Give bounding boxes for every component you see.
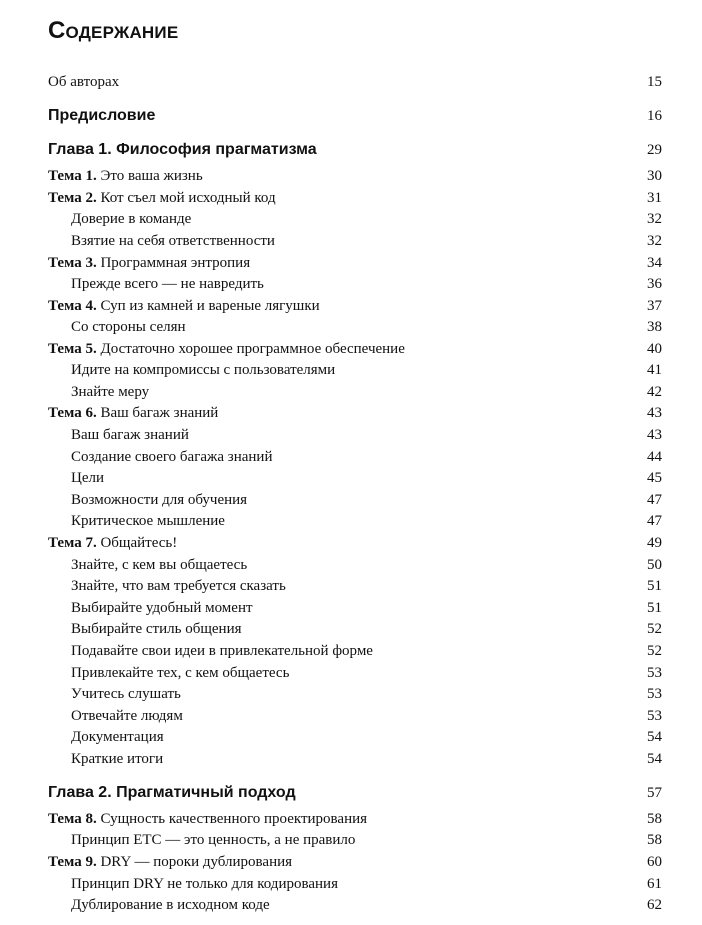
- page-number: 52: [647, 643, 662, 659]
- page-number: 61: [647, 876, 662, 892]
- toc-entry-sub[interactable]: [48, 895, 662, 915]
- toc-entry-sub[interactable]: [48, 490, 662, 510]
- page-title: Содержание: [48, 17, 179, 44]
- page-number: 34: [647, 255, 662, 271]
- page-number: 29: [647, 142, 662, 158]
- page-number: 36: [647, 276, 662, 292]
- toc-entry-topic[interactable]: [48, 403, 662, 423]
- toc-entry-title: Отвечайте людям: [71, 708, 183, 724]
- topic-title: DRY — пороки дублирования: [100, 854, 293, 870]
- toc-entry-sub[interactable]: [48, 382, 662, 402]
- toc-entry-title: Привлекайте тех, с кем общаетесь: [71, 665, 290, 681]
- toc-entry-title: Знайте, с кем вы общаетесь: [71, 557, 248, 573]
- toc-entry-sub[interactable]: [48, 576, 662, 596]
- toc-entry-sub[interactable]: [48, 641, 662, 661]
- toc-entry-sub[interactable]: [48, 874, 662, 894]
- page-number: 51: [647, 600, 662, 616]
- toc-entry-title: [48, 296, 320, 316]
- page-number: 16: [647, 108, 662, 124]
- toc-entry-title: Краткие итоги: [71, 751, 164, 767]
- toc-entry-sub[interactable]: [48, 619, 662, 639]
- toc-entry-sub[interactable]: [48, 663, 662, 683]
- page-number: 58: [647, 811, 662, 827]
- toc-entry-title: Идите на компромиссы с пользователями: [71, 362, 336, 378]
- toc-entry-sub[interactable]: [48, 727, 662, 747]
- toc-entry-title: Глава 2. Прагматичный подход: [48, 784, 296, 801]
- page-number: 42: [647, 384, 662, 400]
- toc-entry-title: Документация: [71, 729, 164, 745]
- page-number: 32: [647, 211, 662, 227]
- toc-entry-title: Цели: [71, 470, 105, 486]
- toc-entry-sub[interactable]: [48, 684, 662, 704]
- toc-entry-title: Знайте меру: [71, 384, 150, 400]
- toc-entry-sub[interactable]: [48, 317, 662, 337]
- page-number: 62: [647, 897, 662, 913]
- toc-entry-title: Дублирование в исходном коде: [71, 897, 270, 913]
- page-number: 60: [647, 854, 662, 870]
- topic-number: Тема 8.: [48, 811, 97, 827]
- toc-entry-topic[interactable]: [48, 533, 662, 553]
- page-number: 43: [647, 405, 662, 421]
- toc-entry-sub[interactable]: [48, 360, 662, 380]
- page-number: 53: [647, 708, 662, 724]
- toc-entry-title: [48, 533, 177, 553]
- toc-entry-heading[interactable]: [48, 105, 662, 127]
- toc-entry-sub[interactable]: [48, 425, 662, 445]
- toc-entry-title: Знайте, что вам требуется сказать: [71, 578, 286, 594]
- toc-entry-title: Подавайте свои идеи в привлекательной форме: [71, 643, 373, 659]
- page-number: 53: [647, 665, 662, 681]
- toc-entry-title: Об авторах: [48, 74, 120, 90]
- topic-title: Достаточно хорошее программное обеспечение: [100, 341, 405, 357]
- toc-entry-title: Глава 1. Философия прагматизма: [48, 141, 317, 158]
- page-number: 51: [647, 578, 662, 594]
- topic-number: Тема 2.: [48, 190, 97, 206]
- page-number: 45: [647, 470, 662, 486]
- toc-entry-title: Выбирайте стиль общения: [71, 621, 242, 637]
- toc-entry-topic[interactable]: [48, 852, 662, 872]
- topic-title: Суп из камней и вареные лягушки: [100, 298, 320, 314]
- topic-title: Кот съел мой исходный код: [100, 190, 276, 206]
- page-number: 38: [647, 319, 662, 335]
- topic-number: Тема 4.: [48, 298, 97, 314]
- topic-number: Тема 5.: [48, 341, 97, 357]
- toc-entry-sub[interactable]: [48, 598, 662, 618]
- topic-number: Тема 6.: [48, 405, 97, 421]
- toc-entry-title: Выбирайте удобный момент: [71, 600, 253, 616]
- toc-entry-heading[interactable]: [48, 782, 662, 804]
- topic-title: Это ваша жизнь: [100, 168, 203, 184]
- toc-entry-title: Принцип ETC — это ценность, а не правило: [71, 832, 356, 848]
- toc-entry-title: Ваш багаж знаний: [71, 427, 189, 443]
- toc-entry-sub[interactable]: [48, 830, 662, 850]
- page-number: 47: [647, 513, 662, 529]
- toc-entry-sub[interactable]: [48, 447, 662, 467]
- page-number: 47: [647, 492, 662, 508]
- toc-entry-topic[interactable]: [48, 188, 662, 208]
- toc-entry-sub[interactable]: [48, 209, 662, 229]
- toc-entry-sub[interactable]: [48, 511, 662, 531]
- toc-entry-title: [48, 253, 250, 273]
- toc-entry-title: [48, 852, 292, 872]
- toc-entry-topic[interactable]: [48, 166, 662, 186]
- page-number: 57: [647, 785, 662, 801]
- toc-entry-sub[interactable]: [48, 231, 662, 251]
- toc-entry-title: [48, 809, 367, 829]
- topic-title: Общайтесь!: [100, 535, 178, 551]
- toc-entry-heading[interactable]: [48, 139, 662, 161]
- topic-number: Тема 3.: [48, 255, 97, 271]
- topic-number: Тема 7.: [48, 535, 97, 551]
- page-number: 49: [647, 535, 662, 551]
- page-number: 32: [647, 233, 662, 249]
- toc-entry-title: [48, 339, 405, 359]
- toc-entry-title: [48, 403, 218, 423]
- page-number: 30: [647, 168, 662, 184]
- toc-entry-title: Прежде всего — не навредить: [71, 276, 264, 292]
- topic-title: Программная энтропия: [100, 255, 251, 271]
- page-number: 58: [647, 832, 662, 848]
- toc-entry-title: Со стороны селян: [71, 319, 186, 335]
- page-number: 37: [647, 298, 662, 314]
- toc-entry-title: [48, 188, 276, 208]
- page-number: 54: [647, 729, 662, 745]
- toc-entry-topic[interactable]: [48, 339, 662, 359]
- topic-number: Тема 9.: [48, 854, 97, 870]
- page-number: 53: [647, 686, 662, 702]
- toc-entry-sub[interactable]: [48, 706, 662, 726]
- toc-entry-sub[interactable]: [48, 468, 662, 488]
- toc-entry-sub[interactable]: [48, 749, 662, 769]
- page-number: 15: [647, 74, 662, 90]
- toc-entry-title: Принцип DRY не только для кодирования: [71, 876, 338, 892]
- toc-entry-title: Предисловие: [48, 107, 156, 124]
- page-number: 52: [647, 621, 662, 637]
- toc-entry-sub[interactable]: [48, 274, 662, 294]
- toc-entry-sub[interactable]: [48, 555, 662, 575]
- page-number: 44: [647, 449, 662, 465]
- topic-number: Тема 1.: [48, 168, 97, 184]
- page-number: 43: [647, 427, 662, 443]
- toc-entry-title: Взятие на себя ответственности: [71, 233, 275, 249]
- toc-entry-plain[interactable]: [48, 72, 662, 92]
- topic-title: Ваш багаж знаний: [100, 405, 219, 421]
- page-number: 40: [647, 341, 662, 357]
- toc-entry-topic[interactable]: [48, 253, 662, 273]
- toc-entry-title: [48, 166, 203, 186]
- toc-entry-topic[interactable]: [48, 809, 662, 829]
- topic-title: Сущность качественного проектирования: [100, 811, 368, 827]
- toc-entry-topic[interactable]: [48, 296, 662, 316]
- toc-entry-title: Доверие в команде: [71, 211, 192, 227]
- page-number: 41: [647, 362, 662, 378]
- toc-entry-title: Критическое мышление: [71, 513, 225, 529]
- page-number: 54: [647, 751, 662, 767]
- toc-entry-title: Возможности для обучения: [71, 492, 248, 508]
- toc-entry-title: Создание своего багажа знаний: [71, 449, 273, 465]
- page-number: 50: [647, 557, 662, 573]
- toc-entry-title: Учитесь слушать: [71, 686, 181, 702]
- page-number: 31: [647, 190, 662, 206]
